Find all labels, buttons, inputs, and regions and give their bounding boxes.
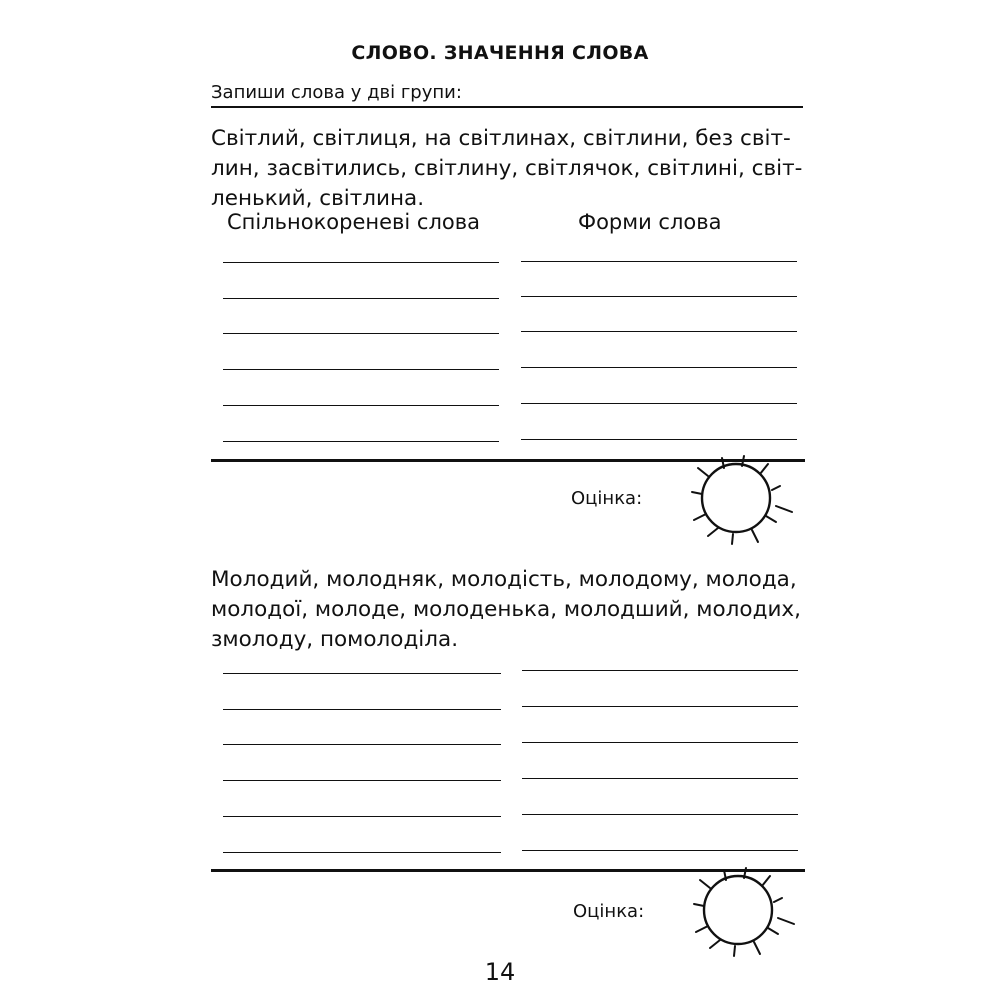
answer-line-right[interactable] bbox=[522, 850, 798, 851]
answer-line-right[interactable] bbox=[521, 403, 797, 404]
exercise-2-line: молодої, молоде, молоденька, молодший, молодих, bbox=[211, 597, 801, 622]
answer-line-left[interactable] bbox=[223, 262, 499, 263]
answer-line-left[interactable] bbox=[223, 405, 499, 406]
answer-line-right[interactable] bbox=[522, 706, 798, 707]
exercise-2-line: змолоду, помолоділа. bbox=[211, 627, 459, 652]
instruction-rule bbox=[211, 106, 803, 108]
column-header-cognates: Спільнокореневі слова bbox=[227, 210, 480, 234]
answer-line-right[interactable] bbox=[522, 814, 798, 815]
answer-line-left[interactable] bbox=[223, 709, 501, 710]
sun-icon[interactable] bbox=[680, 448, 800, 558]
answer-line-left[interactable] bbox=[223, 369, 499, 370]
exercise-1-text bbox=[211, 124, 811, 214]
answer-line-right[interactable] bbox=[522, 778, 798, 779]
answer-line-left[interactable] bbox=[223, 673, 501, 674]
answer-line-left[interactable] bbox=[223, 780, 501, 781]
page-title: СЛОВО. ЗНАЧЕННЯ СЛОВА bbox=[351, 42, 649, 64]
answer-line-right[interactable] bbox=[521, 367, 797, 368]
column-header-word-forms: Форми слова bbox=[578, 210, 722, 234]
answer-line-left[interactable] bbox=[223, 298, 499, 299]
answer-line-right[interactable] bbox=[522, 670, 798, 671]
answer-line-left[interactable] bbox=[223, 441, 499, 442]
sun-icon[interactable] bbox=[682, 860, 802, 970]
exercise-2-text bbox=[211, 565, 811, 655]
answer-line-left[interactable] bbox=[223, 744, 501, 745]
answer-line-left[interactable] bbox=[223, 333, 499, 334]
answer-line-left[interactable] bbox=[223, 816, 501, 817]
answer-line-right[interactable] bbox=[522, 742, 798, 743]
grade-label: Оцінка: bbox=[573, 901, 645, 922]
answer-line-right[interactable] bbox=[521, 331, 797, 332]
exercise-1-line: лин, засвітились, світлину, світлячок, світлині, світ- bbox=[211, 156, 803, 181]
answer-line-right[interactable] bbox=[521, 439, 797, 440]
exercise-1-line: ленький, світлина. bbox=[211, 186, 425, 211]
exercise-1-line: Світлий, світлиця, на світлинах, світлини, без світ- bbox=[211, 126, 791, 151]
answer-line-right[interactable] bbox=[521, 261, 797, 262]
page-number: 14 bbox=[484, 958, 516, 986]
answer-line-left[interactable] bbox=[223, 852, 501, 853]
exercise-2-line: Молодий, молодняк, молодість, молодому, молода, bbox=[211, 567, 797, 592]
grade-label: Оцінка: bbox=[571, 488, 643, 509]
instruction-text: Запиши слова у дві групи: bbox=[211, 82, 462, 103]
answer-line-right[interactable] bbox=[521, 296, 797, 297]
